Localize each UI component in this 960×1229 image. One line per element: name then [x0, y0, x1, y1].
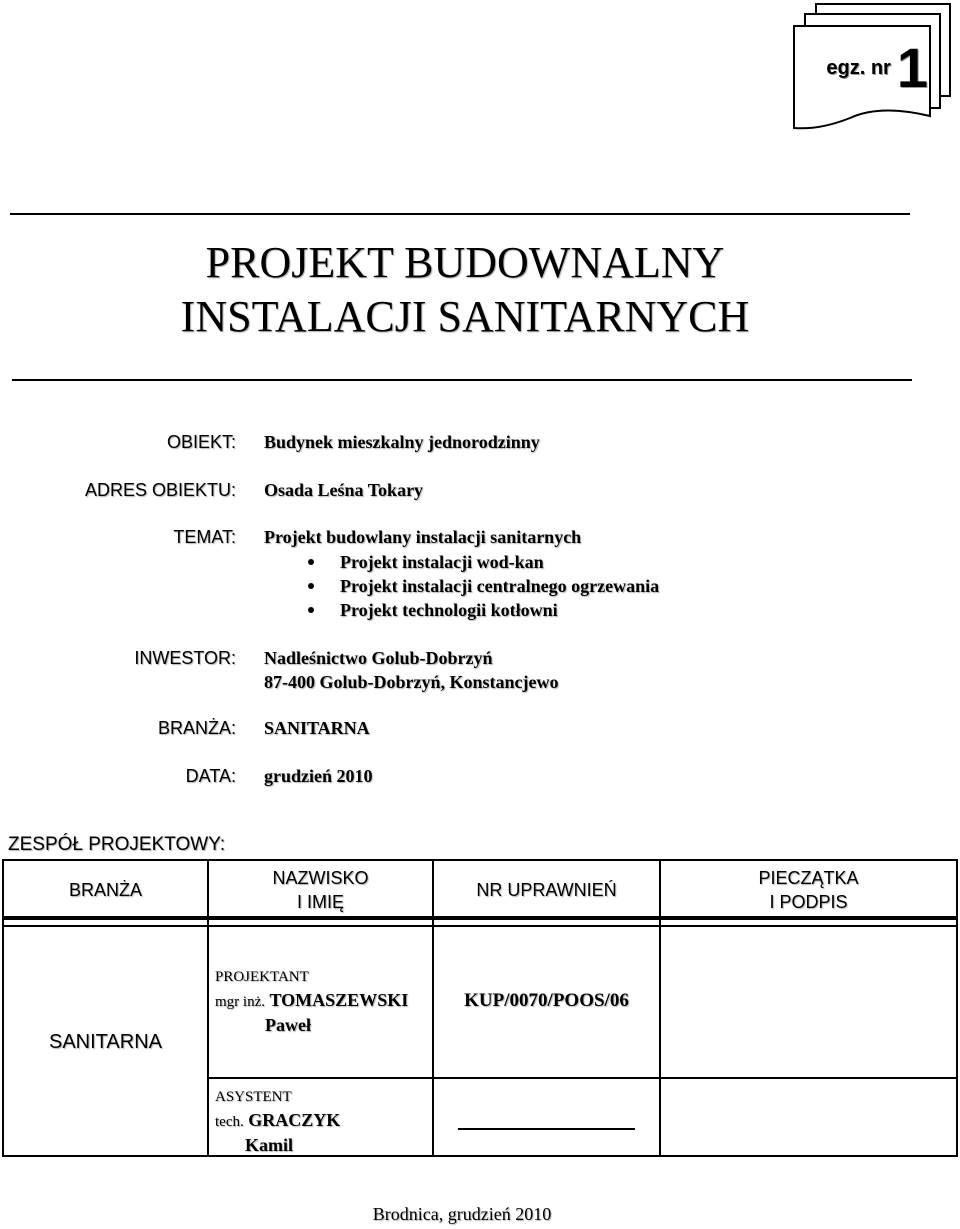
designer-first-name: Paweł: [265, 1015, 311, 1035]
header-stamp-line-1: PIECZĄTKA: [758, 868, 859, 888]
header-name: [209, 862, 432, 918]
designer-role: PROJEKTANT: [215, 969, 309, 985]
header-name-line-2: I IMIĘ: [296, 892, 344, 912]
temat-item: Projekt instalacji centralnego ogrzewania: [340, 576, 660, 596]
footer-place-date: Brodnica, grudzień 2010: [372, 1204, 552, 1224]
team-label: ZESPÓŁ PROJEKTOWY:: [8, 834, 226, 855]
inwestor-label: INWESTOR:: [134, 648, 236, 668]
header-permit: NR UPRAWNIEŃ: [476, 880, 617, 900]
title-line-2: INSTALACJI SANITARNYCH: [180, 292, 750, 341]
assistant-title: tech.: [215, 1114, 244, 1130]
data-value: grudzień 2010: [264, 766, 373, 786]
inwestor-address: 87-400 Golub-Dobrzyń, Konstancjewo: [264, 672, 559, 692]
assistant-first-name: Kamil: [245, 1135, 293, 1155]
obiekt-label: OBIEKT:: [166, 432, 236, 452]
team-branch: SANITARNA: [49, 1031, 162, 1053]
title-line-1: PROJEKT BUDOWNALNY: [205, 238, 725, 287]
adres-value: Osada Leśna Tokary: [264, 480, 424, 500]
temat-label: TEMAT:: [173, 527, 236, 547]
copy-number: [808, 38, 928, 98]
top-rule: [10, 213, 910, 215]
designer-surname: TOMASZEWSKI: [269, 990, 409, 1010]
header-name-line-1: NAZWISKO: [272, 868, 369, 888]
copy-number-label: egz. nr: [826, 56, 891, 79]
inwestor-name: Nadleśnictwo Golub-Dobrzyń: [264, 648, 493, 668]
copy-number-value: 1: [896, 36, 928, 99]
document-title: [0, 236, 930, 344]
header-stamp: [661, 862, 956, 918]
branza-label: BRANŻA:: [157, 718, 236, 738]
designer-entry: [215, 966, 408, 1037]
assistant-role: ASYSTENT: [215, 1089, 292, 1105]
assistant-entry: [215, 1086, 340, 1157]
temat-value: Projekt budowlany instalacji sanitarnych: [264, 527, 582, 547]
temat-item: Projekt instalacji wod-kan: [340, 552, 544, 572]
assistant-surname: GRACZYK: [248, 1110, 341, 1130]
bottom-rule: [12, 379, 912, 381]
designer-title: mgr inż.: [215, 994, 265, 1010]
header-stamp-line-2: I PODPIS: [769, 892, 848, 912]
designer-permit: KUP/0070/POOS/06: [464, 990, 629, 1011]
obiekt-value: Budynek mieszkalny jednorodzinny: [264, 432, 540, 452]
adres-label: ADRES OBIEKTU:: [84, 480, 236, 500]
branza-value: SANITARNA: [264, 718, 370, 738]
data-label: DATA:: [185, 766, 236, 786]
header-branza: BRANŻA: [68, 880, 142, 900]
temat-item: Projekt technologii kotłowni: [340, 600, 558, 620]
